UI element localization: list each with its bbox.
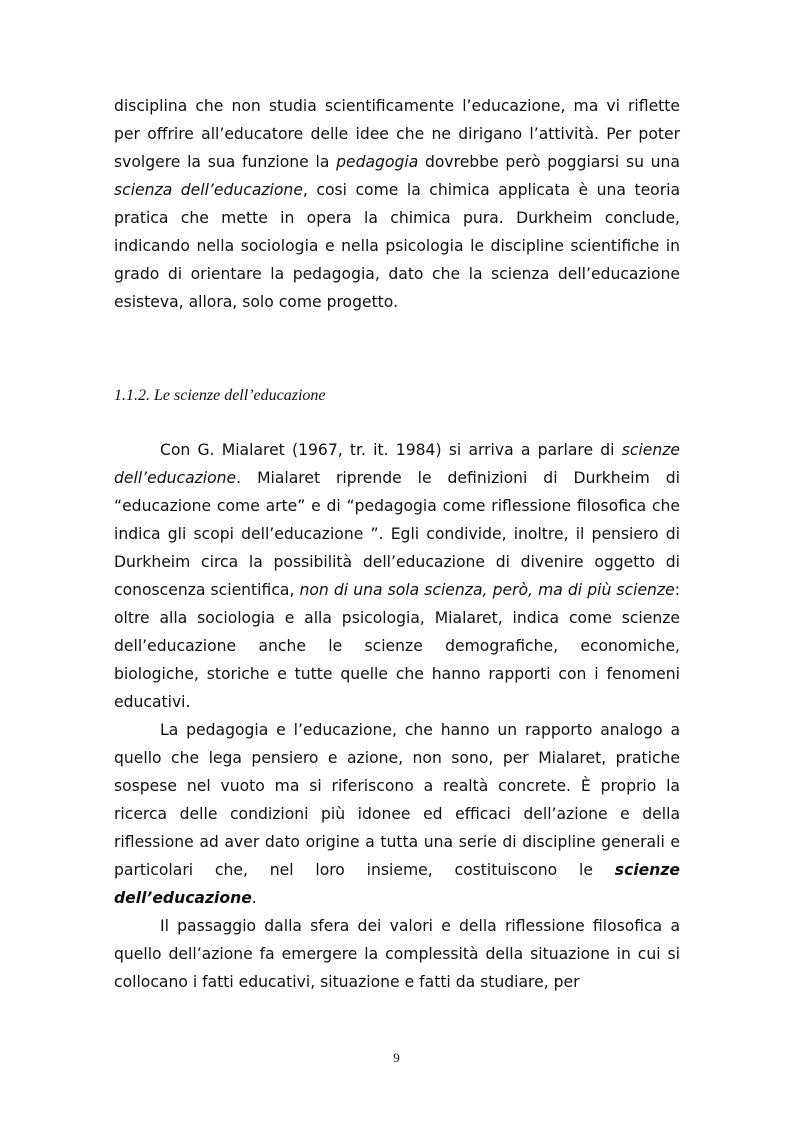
paragraph-passaggio [114, 912, 680, 996]
paragraph-pedagogia [114, 716, 680, 912]
section-heading: 1.1.2. Le scienze dell’educazione [114, 387, 326, 404]
emphasis-piu-scienze: non di una sola scienza, però, ma di più scienze [299, 581, 675, 599]
paragraph-durkheim [114, 92, 680, 316]
text-run: disciplina che non studia scientificamente l’educazione, ma vi riflette per offrire all’educatore delle idee che ne dirigano l’attività. Per poter svolgere la sua funzione la [114, 97, 680, 171]
text-run: Con G. Mialaret (1967, tr. it. 1984) si arriva a parlare di [160, 441, 622, 459]
text-run: . Mialaret riprende le definizioni di Durkheim di “educazione come arte” e di “pedagogia come riflessione filosofica che indica gli scopi dell’educazione ”. Egli condivide, inoltre, il pensiero di Durkheim circa la possibilità dell’educazione di divenire oggetto di conoscenza scientifica, [114, 469, 680, 599]
page-number: 9 [393, 1050, 400, 1065]
emphasis-scienze: scienze dell’educazione [114, 441, 680, 487]
emphasis-scienza: scienza dell’educazione [114, 181, 303, 199]
text-run: dovrebbe però poggiarsi su una [418, 153, 680, 171]
text-run: : oltre alla sociologia e alla psicologia, Mialaret, indica come scienze dell’educazione anche le scienze demografiche, economiche, biologiche, storiche e tutte quelle che hanno rapporti con i fenomeni educativi. [114, 581, 680, 711]
page-body [114, 92, 680, 996]
text-run: . [251, 889, 257, 907]
text-run: La pedagogia e l’educazione, che hanno un rapporto analogo a quello che lega pensiero e azione, non sono, per Mialaret, pratiche sospese nel vuoto ma si riferiscono a realtà concrete. È proprio la ricerca delle condizioni più idonee ed efficaci dell’azione e della riflessione ad aver dato origine a tutta una serie di discipline generali e particolari che, nel loro insieme, costituiscono le [114, 721, 680, 879]
emphasis-bold-scienze: scienze dell’educazione [114, 861, 680, 907]
text-run: Il passaggio dalla sfera dei valori e della riflessione filosofica a quello dell’azione fa emergere la complessità della situazione in cui si collocano i fatti educativi, situazione e fatti da studiare, per [114, 917, 680, 991]
text-run: , cosi come la chimica applicata è una teoria pratica che mette in opera la chimica pura. Durkheim conclude, indicando nella sociologia e nella psicologia le discipline scientifiche in grado di orientare la pedagogia, dato che la scienza dell’educazione esisteva, allora, solo come progetto. [114, 181, 681, 311]
emphasis-pedagogia: pedagogia [336, 153, 419, 171]
paragraph-mialaret [114, 436, 680, 716]
